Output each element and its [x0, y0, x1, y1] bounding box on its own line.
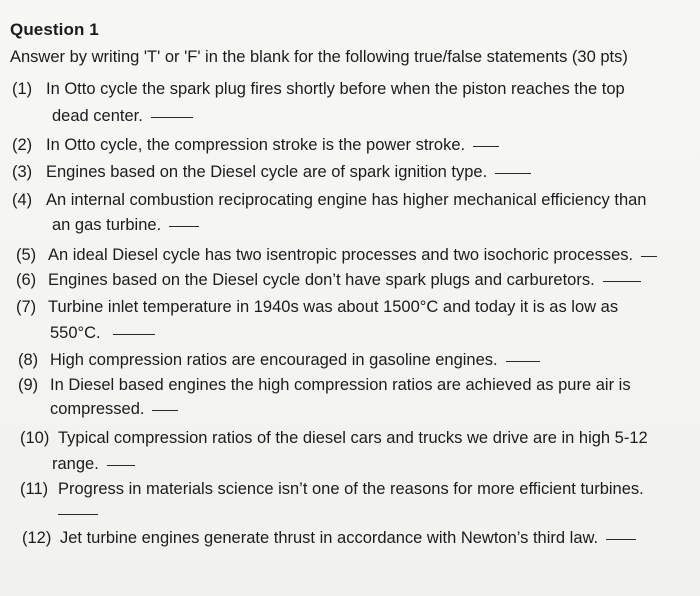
statement-number: (6) [16, 271, 37, 289]
statement-text-wrap [48, 242, 657, 268]
statement-text: An ideal Diesel cycle has two isentropic processes and two isochoric processes. [48, 246, 634, 264]
answer-blank-1[interactable] [151, 117, 193, 118]
answer-blank-3[interactable] [495, 173, 531, 174]
statement-text: Progress in materials science isn’t one of the reasons for more efficient turbines. [58, 480, 644, 498]
statement-text-continued: range. [52, 455, 99, 473]
statement-number: (1) [12, 80, 33, 98]
statement-text: Jet turbine engines generate thrust in accordance with Newton’s third law. [60, 529, 599, 547]
answer-blank-6[interactable] [603, 281, 641, 282]
statement-number: (9) [18, 376, 39, 394]
answer-blank-10[interactable] [107, 465, 135, 466]
statement-1-continued [52, 103, 193, 129]
statement-11-continued [58, 500, 98, 526]
statement-text: Engines based on the Diesel cycle don’t have spark plugs and carburetors. [48, 271, 595, 289]
statement-number: (4) [12, 191, 33, 209]
instructions-text: Answer by writing 'T' or 'F' in the blank for the following true/false statements (30 pts) [10, 48, 628, 66]
statement-text: In Otto cycle, the compression stroke is the power stroke. [46, 136, 466, 154]
statement-number: (7) [16, 298, 37, 316]
statement-text: An internal combustion reciprocating engine has higher mechanical efficiency than [46, 191, 647, 209]
statement-text-wrap [46, 132, 499, 158]
statement-text-wrap [48, 267, 641, 293]
statement-number: (3) [12, 163, 33, 181]
statement-text: In Diesel based engines the high compression ratios are achieved as pure air is [50, 376, 631, 394]
statement-text: Turbine inlet temperature in 1940s was about 1500°C and today it is as low as [48, 298, 619, 316]
statement-text-continued: an gas turbine. [52, 216, 162, 234]
statement-text-wrap [60, 525, 636, 551]
question-title: Question 1 [10, 20, 99, 39]
answer-blank-9[interactable] [152, 410, 178, 411]
statement-text-wrap [50, 347, 540, 373]
statement-9-continued [50, 396, 178, 422]
answer-blank-5[interactable] [641, 256, 657, 257]
statement-text: In Otto cycle the spark plug fires shortly before when the piston reaches the top [46, 80, 625, 98]
answer-blank-12[interactable] [606, 539, 636, 540]
statement-number: (5) [16, 246, 37, 264]
statement-number: (12) [22, 529, 52, 547]
answer-blank-7[interactable] [113, 334, 155, 335]
statement-text-continued: 550°C. [50, 324, 101, 342]
answer-blank-8[interactable] [506, 361, 540, 362]
statement-text-continued: dead center. [52, 107, 143, 125]
statement-number: (11) [20, 480, 49, 498]
answer-blank-11[interactable] [58, 514, 98, 515]
statement-text: Engines based on the Diesel cycle are of spark ignition type. [46, 163, 488, 181]
statement-text-wrap [46, 159, 531, 185]
statement-number: (10) [20, 429, 50, 447]
statement-7-continued [50, 320, 155, 346]
answer-blank-2[interactable] [473, 146, 499, 147]
statement-4-continued [52, 212, 199, 238]
statement-number: (8) [18, 351, 39, 369]
statement-10-continued [52, 451, 135, 477]
statement-text-continued: compressed. [50, 400, 145, 418]
statement-text: Typical compression ratios of the diesel cars and trucks we drive are in high 5-12 [58, 429, 648, 447]
statement-text: High compression ratios are encouraged in gasoline engines. [50, 351, 498, 369]
statement-number: (2) [12, 136, 33, 154]
answer-blank-4[interactable] [169, 226, 199, 227]
